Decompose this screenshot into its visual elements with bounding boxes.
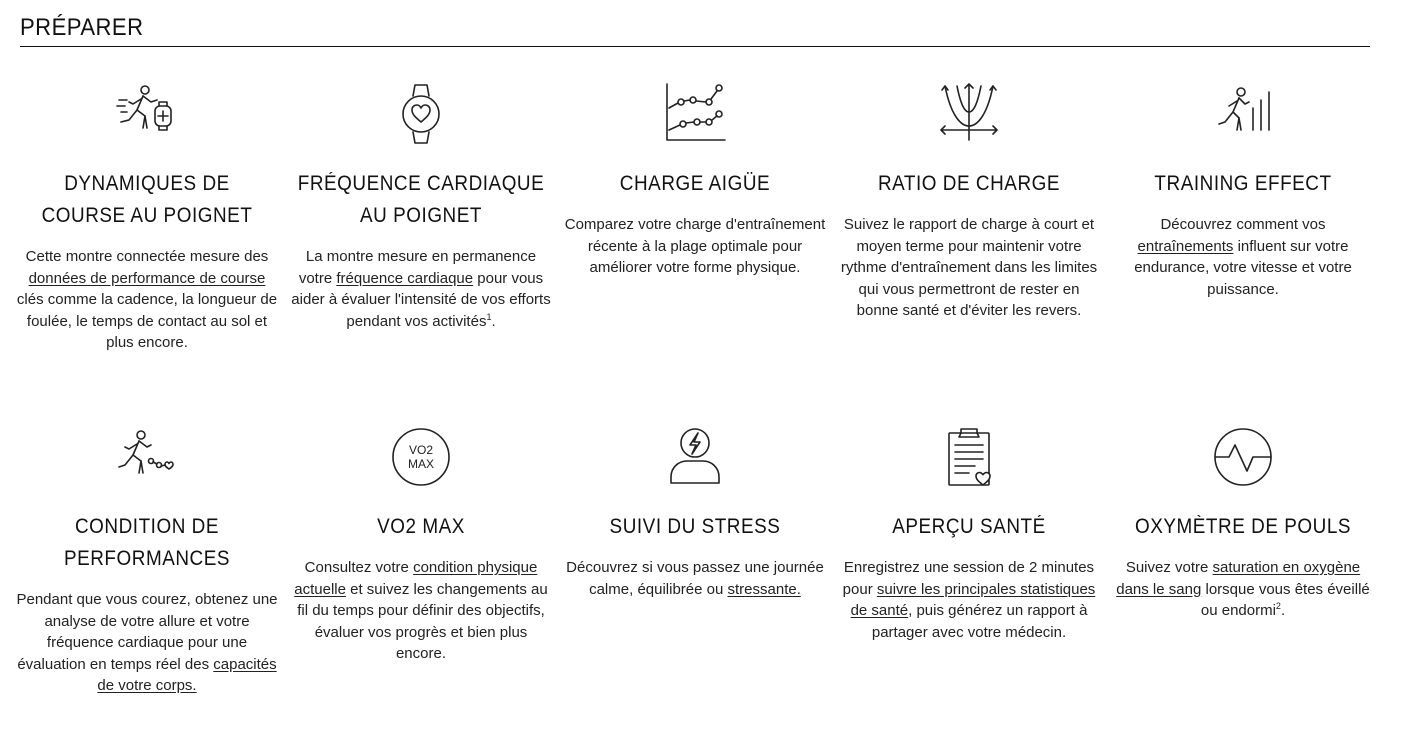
- feature-title: RATIO DE CHARGE: [877, 172, 1061, 195]
- performance-condition-icon: [115, 425, 179, 489]
- feature-grid: [10, 0, 1380, 736]
- feature-card-stress-tracking: [558, 425, 832, 600]
- feature-link[interactable]: fréquence cardiaque: [336, 269, 474, 287]
- acute-load-chart-icon: [663, 82, 727, 146]
- vo2-max-icon: [389, 425, 453, 489]
- description-text: .: [1280, 602, 1286, 619]
- description-text: pour vous aider à évaluer l'intensité de vos efforts pendant vos activités: [291, 269, 551, 330]
- wrist-heart-rate-icon: [389, 82, 453, 146]
- description-text: Découvrez comment vos: [1160, 216, 1326, 233]
- feature-description: [558, 214, 832, 279]
- description-text: Enregistrez une session de 2 minutes pour: [842, 559, 1095, 598]
- description-text: Suivez votre: [1125, 559, 1213, 576]
- running-dynamics-icon: [115, 82, 179, 146]
- max-icon-label: MAX: [407, 457, 435, 471]
- description-text: , puis générez un rapport à partager avec votre médecin.: [871, 602, 1088, 641]
- feature-link[interactable]: suivre les principales statistiques de santé: [850, 580, 1096, 619]
- feature-card-acute-load: [558, 82, 832, 279]
- feature-link[interactable]: saturation en oxygène dans le sang: [1116, 559, 1361, 598]
- load-ratio-icon: [937, 82, 1001, 146]
- training-effect-icon: [1211, 82, 1275, 146]
- feature-title: VO2 MAX: [377, 515, 465, 538]
- feature-link[interactable]: stressante.: [727, 580, 801, 598]
- feature-link[interactable]: données de performance de course: [28, 269, 266, 287]
- footnote-marker: 2: [1275, 601, 1281, 611]
- feature-title: CHARGE AIGÜE: [619, 172, 771, 195]
- feature-title: OXYMÈTRE DE POULS: [1134, 515, 1352, 538]
- vo2-icon-label: VO2: [408, 443, 434, 457]
- description-text: Suivez le rapport de charge à court et moyen terme pour maintenir votre rythme d'entraînement dans les limites qui vous permettront de rester en bonne santé et d'éviter les revers.: [840, 216, 1098, 319]
- feature-description: [558, 557, 832, 600]
- health-snapshot-icon: [937, 425, 1001, 489]
- feature-title: APERÇU SANTÉ: [892, 515, 1046, 538]
- feature-card-load-ratio: [832, 82, 1106, 322]
- feature-link[interactable]: condition physique actuelle: [294, 559, 538, 598]
- feature-card-running-dynamics: [10, 82, 284, 354]
- feature-description: [832, 557, 1106, 643]
- feature-title: TRAINING EFFECT: [1154, 172, 1332, 195]
- feature-card-training-effect: [1106, 82, 1380, 300]
- feature-title: CONDITION DE PERFORMANCES: [63, 515, 231, 570]
- pulse-ox-icon: [1211, 425, 1275, 489]
- description-text: influent sur votre endurance, votre vitesse et votre puissance.: [1134, 237, 1352, 298]
- description-text: Cette montre connectée mesure des: [25, 248, 269, 265]
- feature-link[interactable]: capacités de votre corps.: [97, 655, 277, 694]
- description-text: clés comme la cadence, la longueur de foulée, le temps de contact au sol et plus encore.: [16, 291, 278, 351]
- feature-card-performance-condition: [10, 425, 284, 697]
- description-text: Comparez votre charge d'entraînement récente à la plage optimale pour améliorer votre forme physique.: [564, 216, 826, 276]
- description-text: La montre mesure en permanence votre: [298, 248, 537, 287]
- description-text: .: [491, 312, 496, 330]
- description-text: Découvrez si vous passez une journée calme, équilibrée ou: [566, 559, 824, 598]
- section-title: PRÉPARER: [20, 14, 144, 41]
- feature-description: [284, 557, 558, 665]
- description-text: et suivez les changements au fil du temps pour définir des objectifs, évaluer vos progrès et bien plus encore.: [297, 580, 548, 662]
- feature-description: [832, 214, 1106, 322]
- feature-description: [284, 246, 558, 332]
- feature-description: [1106, 214, 1380, 300]
- description-text: lorsque vous êtes éveillé ou endormi: [1200, 580, 1370, 619]
- feature-description: [10, 589, 284, 697]
- description-text: Pendant que vous courez, obtenez une analyse de votre allure et votre fréquence cardiaque pour une évaluation en temps réel des: [16, 591, 278, 673]
- feature-card-pulse-ox: [1106, 425, 1380, 622]
- stress-tracking-icon: [663, 425, 727, 489]
- feature-card-health-snapshot: [832, 425, 1106, 643]
- feature-description: [10, 246, 284, 354]
- feature-link[interactable]: entraînements: [1137, 237, 1234, 255]
- feature-title: FRÉQUENCE CARDIAQUE AU POIGNET: [297, 172, 545, 227]
- feature-card-wrist-heart-rate: [284, 82, 558, 332]
- footnote-marker: 1: [486, 311, 492, 322]
- description-text: Consultez votre: [304, 559, 414, 576]
- feature-title: SUIVI DU STRESS: [609, 515, 781, 538]
- feature-card-vo2-max: [284, 425, 558, 665]
- feature-title: DYNAMIQUES DE COURSE AU POIGNET: [41, 172, 253, 227]
- feature-description: [1106, 557, 1380, 622]
